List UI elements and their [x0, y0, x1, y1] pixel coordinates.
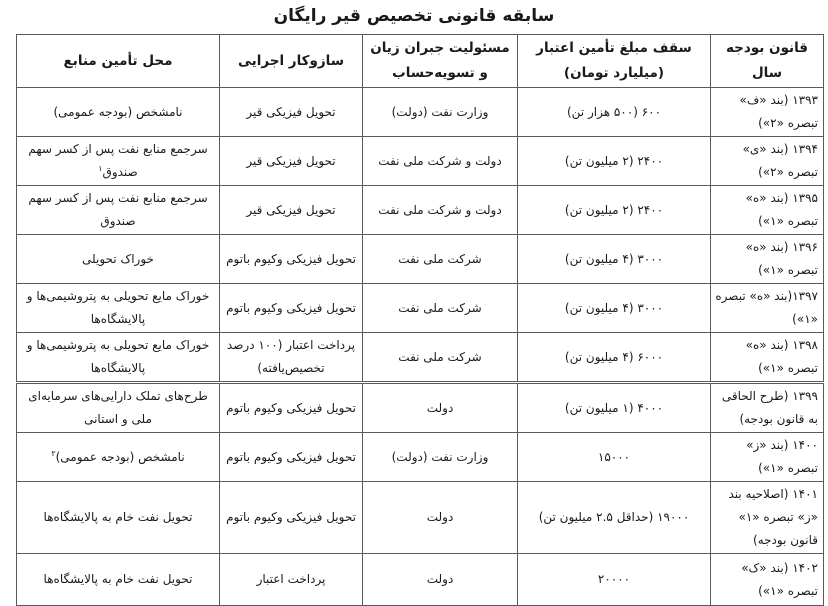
cell-mechanism: تحویل فیزیکی قیر [220, 137, 363, 186]
source-text: خوراک مایع تحویلی به پتروشیمی‌ها و پالایشگاه‌ها [26, 338, 210, 375]
header-year: قانون بودجه سال [711, 35, 824, 88]
table-row [17, 88, 824, 137]
cell-year: ۱۴۰۲ (بند «ک» تبصره «۱») [711, 554, 824, 606]
footnote-marker: ۲ [51, 448, 56, 458]
source-text: خوراک تحویلی [82, 251, 154, 266]
cell-mechanism: پرداخت اعتبار (۱۰۰ درصد تخصیص‌یافته) [220, 333, 363, 383]
cell-source [17, 88, 220, 137]
cell-source [17, 186, 220, 235]
cell-mechanism: تحویل فیزیکی وکیوم باتوم [220, 482, 363, 554]
cell-mechanism: پرداخت اعتبار [220, 554, 363, 606]
cell-amount: ۲۰۰۰۰ [518, 554, 711, 606]
table-row [17, 137, 824, 186]
header-mechanism: سازوکار اجرایی [220, 35, 363, 88]
cell-mechanism: تحویل فیزیکی قیر [220, 186, 363, 235]
source-text: نامشخص (بودجه عمومی) [53, 104, 183, 119]
header-responsibility: مسئولیت جبران زیان و تسویه‌حساب [363, 35, 518, 88]
cell-amount: ۱۹۰۰۰ (حداقل ۲.۵ میلیون تن) [518, 482, 711, 554]
table-row [17, 186, 824, 235]
cell-amount: ۴۰۰۰ (۱ میلیون تن) [518, 383, 711, 433]
table-row [17, 333, 824, 383]
cell-responsibility: دولت و شرکت ملی نفت [363, 186, 518, 235]
cell-amount: ۱۵۰۰۰ [518, 433, 711, 482]
cell-year: ۱۴۰۱ (اصلاحیه بند «ز» تبصره «۱» قانون بودجه) [711, 482, 824, 554]
cell-source [17, 554, 220, 606]
cell-year: ۱۳۹۹ (طرح الحاقی به قانون بودجه) [711, 383, 824, 433]
cell-amount: ۶۰۰ (۵۰۰ هزار تن) [518, 88, 711, 137]
cell-mechanism: تحویل فیزیکی وکیوم باتوم [220, 284, 363, 333]
cell-year: ۱۳۹۶ (بند «ه» تبصره «۱») [711, 235, 824, 284]
cell-amount: ۳۰۰۰ (۴ میلیون تن) [518, 284, 711, 333]
source-text: طرح‌های تملک دارایی‌های سرمایه‌ای ملی و استانی [28, 389, 208, 426]
table-row [17, 433, 824, 482]
cell-year: ۱۳۹۸ (بند «ه» تبصره «۱») [711, 333, 824, 383]
cell-source [17, 433, 220, 482]
cell-responsibility: وزارت نفت (دولت) [363, 88, 518, 137]
header-amount: سقف مبلغ تأمین اعتبار (میلیارد تومان) [518, 35, 711, 88]
header-source: محل تأمین منابع [17, 35, 220, 88]
table-row [17, 554, 824, 606]
table-row [17, 235, 824, 284]
table-row [17, 284, 824, 333]
cell-year: ۱۴۰۰ (بند «ز» تبصره «۱») [711, 433, 824, 482]
cell-mechanism: تحویل فیزیکی وکیوم باتوم [220, 383, 363, 433]
source-text: تحویل نفت خام به پالایشگاه‌ها [43, 510, 193, 524]
cell-mechanism: تحویل فیزیکی قیر [220, 88, 363, 137]
cell-source [17, 333, 220, 383]
cell-year: ۱۳۹۴ (بند «ی» تبصره «۲») [711, 137, 824, 186]
cell-responsibility: دولت [363, 482, 518, 554]
cell-responsibility: شرکت ملی نفت [363, 284, 518, 333]
table-row [17, 383, 824, 433]
cell-source [17, 284, 220, 333]
source-text: نامشخص (بودجه عمومی) [55, 449, 185, 464]
table-row [17, 482, 824, 554]
cell-amount: ۶۰۰۰ (۴ میلیون تن) [518, 333, 711, 383]
cell-responsibility: شرکت ملی نفت [363, 333, 518, 383]
cell-amount: ۲۴۰۰ (۲ میلیون تن) [518, 137, 711, 186]
cell-year: ۱۳۹۷(بند «ه» تبصره «۱») [711, 284, 824, 333]
legal-history-table [16, 34, 824, 606]
cell-mechanism: تحویل فیزیکی وکیوم باتوم [220, 433, 363, 482]
cell-year: ۱۳۹۵ (بند «ه» تبصره «۱») [711, 186, 824, 235]
cell-year: ۱۳۹۳ (بند «ف» تبصره «۲») [711, 88, 824, 137]
source-text: خوراک مایع تحویلی به پتروشیمی‌ها و پالایشگاه‌ها [26, 289, 210, 326]
cell-mechanism: تحویل فیزیکی وکیوم باتوم [220, 235, 363, 284]
source-text: تحویل نفت خام به پالایشگاه‌ها [43, 572, 193, 586]
cell-amount: ۲۴۰۰ (۲ میلیون تن) [518, 186, 711, 235]
cell-responsibility: شرکت ملی نفت [363, 235, 518, 284]
cell-source [17, 137, 220, 186]
cell-responsibility: دولت و شرکت ملی نفت [363, 137, 518, 186]
cell-source [17, 235, 220, 284]
source-text: سرجمع منابع نفت پس از کسر سهم صندوق [28, 191, 208, 228]
cell-source [17, 383, 220, 433]
page-title: سابقه قانونی تخصیص قیر رایگان [273, 6, 555, 26]
source-text: سرجمع منابع نفت پس از کسر سهم صندوق [28, 142, 208, 179]
cell-responsibility: دولت [363, 383, 518, 433]
footnote-marker: ۱ [98, 164, 103, 173]
cell-responsibility: دولت [363, 554, 518, 606]
cell-amount: ۳۰۰۰ (۴ میلیون تن) [518, 235, 711, 284]
table-header-row [17, 35, 824, 88]
cell-responsibility: وزارت نفت (دولت) [363, 433, 518, 482]
cell-source [17, 482, 220, 554]
